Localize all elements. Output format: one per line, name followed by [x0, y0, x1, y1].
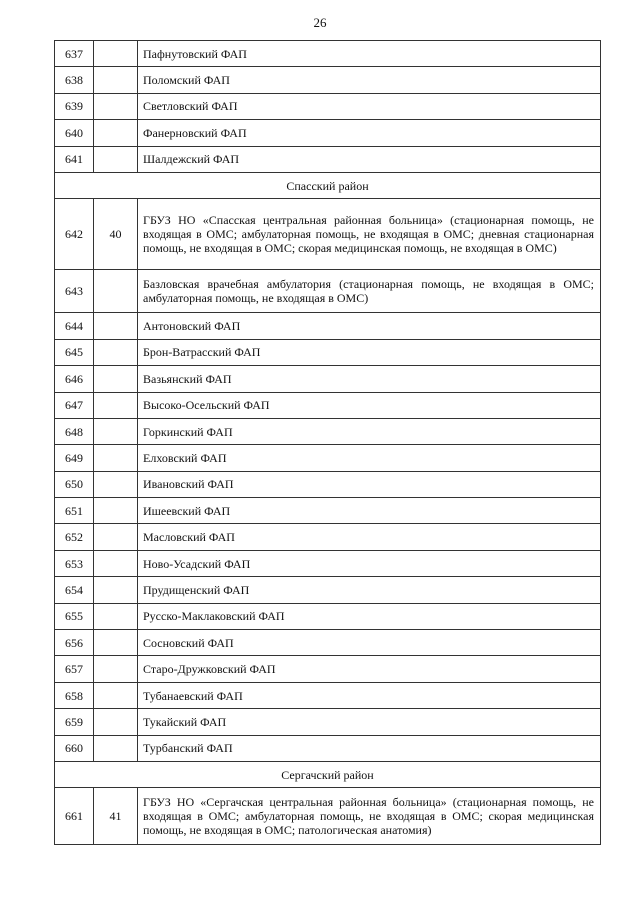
row-number: 654	[55, 577, 94, 603]
facility-name: Ново-Усадский ФАП	[138, 550, 601, 576]
facility-code	[94, 120, 138, 146]
facility-name: Прудищенский ФАП	[138, 577, 601, 603]
row-number: 645	[55, 339, 94, 365]
row-number: 658	[55, 682, 94, 708]
table-row	[55, 498, 601, 524]
facility-code	[94, 735, 138, 761]
facility-name: Шалдежский ФАП	[138, 146, 601, 172]
facility-code	[94, 471, 138, 497]
facility-name: Горкинский ФАП	[138, 418, 601, 444]
row-number: 637	[55, 41, 94, 67]
facility-name: Вазьянский ФАП	[138, 366, 601, 392]
row-number: 651	[55, 498, 94, 524]
facility-name: Брон-Ватрасский ФАП	[138, 339, 601, 365]
table-row	[55, 270, 601, 313]
row-number: 650	[55, 471, 94, 497]
facility-name: Ивановский ФАП	[138, 471, 601, 497]
facility-code: 40	[94, 199, 138, 270]
facility-code	[94, 270, 138, 313]
facility-code	[94, 93, 138, 119]
table-row	[55, 788, 601, 845]
row-number: 653	[55, 550, 94, 576]
facility-code	[94, 339, 138, 365]
facility-code	[94, 656, 138, 682]
table-row	[55, 445, 601, 471]
table-row	[55, 93, 601, 119]
row-number: 656	[55, 630, 94, 656]
table-row	[55, 67, 601, 93]
facility-code	[94, 709, 138, 735]
row-number: 639	[55, 93, 94, 119]
district-header-row	[55, 172, 601, 198]
facility-name: Антоновский ФАП	[138, 313, 601, 339]
facility-name: Тукайский ФАП	[138, 709, 601, 735]
table-row	[55, 682, 601, 708]
row-number: 661	[55, 788, 94, 845]
table-row	[55, 630, 601, 656]
facility-code	[94, 67, 138, 93]
table-row	[55, 366, 601, 392]
facility-name: Турбанский ФАП	[138, 735, 601, 761]
facility-name: Высоко-Осельский ФАП	[138, 392, 601, 418]
facility-code	[94, 313, 138, 339]
page-number: 26	[313, 15, 327, 30]
row-number: 647	[55, 392, 94, 418]
row-number: 643	[55, 270, 94, 313]
table-row	[55, 199, 601, 270]
row-number: 646	[55, 366, 94, 392]
table-row	[55, 313, 601, 339]
row-number: 657	[55, 656, 94, 682]
facility-name: Тубанаевский ФАП	[138, 682, 601, 708]
table-row	[55, 339, 601, 365]
facilities-table	[54, 40, 601, 845]
facility-name: ГБУЗ НО «Спасская центральная районная больница» (стационарная помощь, не входящая в ОМС; амбулаторная помощь, не входящая в ОМС; дневная стационарная помощь, не входящая в ОМС; скорая медицинская помощь, не входящая в ОМС)	[138, 199, 601, 270]
facility-name: ГБУЗ НО «Сергачская центральная районная больница» (стационарная помощь, не входящая в ОМС; амбулаторная помощь, не входящая в ОМС; скорая медицинская помощь, не входящая в ОМС; патологическая анатомия)	[138, 788, 601, 845]
row-number: 659	[55, 709, 94, 735]
row-number: 641	[55, 146, 94, 172]
row-number: 648	[55, 418, 94, 444]
facility-name: Пафнутовский ФАП	[138, 41, 601, 67]
facility-name: Фанерновский ФАП	[138, 120, 601, 146]
table-row	[55, 550, 601, 576]
facility-code	[94, 392, 138, 418]
facility-code	[94, 603, 138, 629]
row-number: 638	[55, 67, 94, 93]
facility-name: Елховский ФАП	[138, 445, 601, 471]
table-row	[55, 656, 601, 682]
facility-code	[94, 577, 138, 603]
facility-name: Базловская врачебная амбулатория (стационарная помощь, не входящая в ОМС; амбулаторная помощь, не входящая в ОМС)	[138, 270, 601, 313]
facility-code: 41	[94, 788, 138, 845]
table-row	[55, 603, 601, 629]
facility-code	[94, 498, 138, 524]
facility-name: Светловский ФАП	[138, 93, 601, 119]
row-number: 652	[55, 524, 94, 550]
facility-code	[94, 550, 138, 576]
table-row	[55, 735, 601, 761]
row-number: 649	[55, 445, 94, 471]
table-row	[55, 418, 601, 444]
facility-code	[94, 418, 138, 444]
facility-code	[94, 146, 138, 172]
row-number: 655	[55, 603, 94, 629]
facility-name: Поломский ФАП	[138, 67, 601, 93]
facility-name: Ишеевский ФАП	[138, 498, 601, 524]
table-row	[55, 41, 601, 67]
district-header-row	[55, 761, 601, 787]
facility-code	[94, 445, 138, 471]
table-row	[55, 392, 601, 418]
table-row	[55, 709, 601, 735]
table-row	[55, 577, 601, 603]
table-row	[55, 146, 601, 172]
facility-code	[94, 524, 138, 550]
facility-name: Старо-Дружковский ФАП	[138, 656, 601, 682]
table-row	[55, 524, 601, 550]
facility-name: Масловский ФАП	[138, 524, 601, 550]
facility-code	[94, 630, 138, 656]
district-name: Спасский район	[55, 172, 601, 198]
facility-code	[94, 366, 138, 392]
row-number: 640	[55, 120, 94, 146]
row-number: 660	[55, 735, 94, 761]
row-number: 642	[55, 199, 94, 270]
district-name: Сергачский район	[55, 761, 601, 787]
row-number: 644	[55, 313, 94, 339]
facility-code	[94, 41, 138, 67]
table-body	[55, 41, 601, 845]
table-row	[55, 471, 601, 497]
facility-name: Русско-Маклаковский ФАП	[138, 603, 601, 629]
table-row	[55, 120, 601, 146]
facility-code	[94, 682, 138, 708]
facility-name: Сосновский ФАП	[138, 630, 601, 656]
